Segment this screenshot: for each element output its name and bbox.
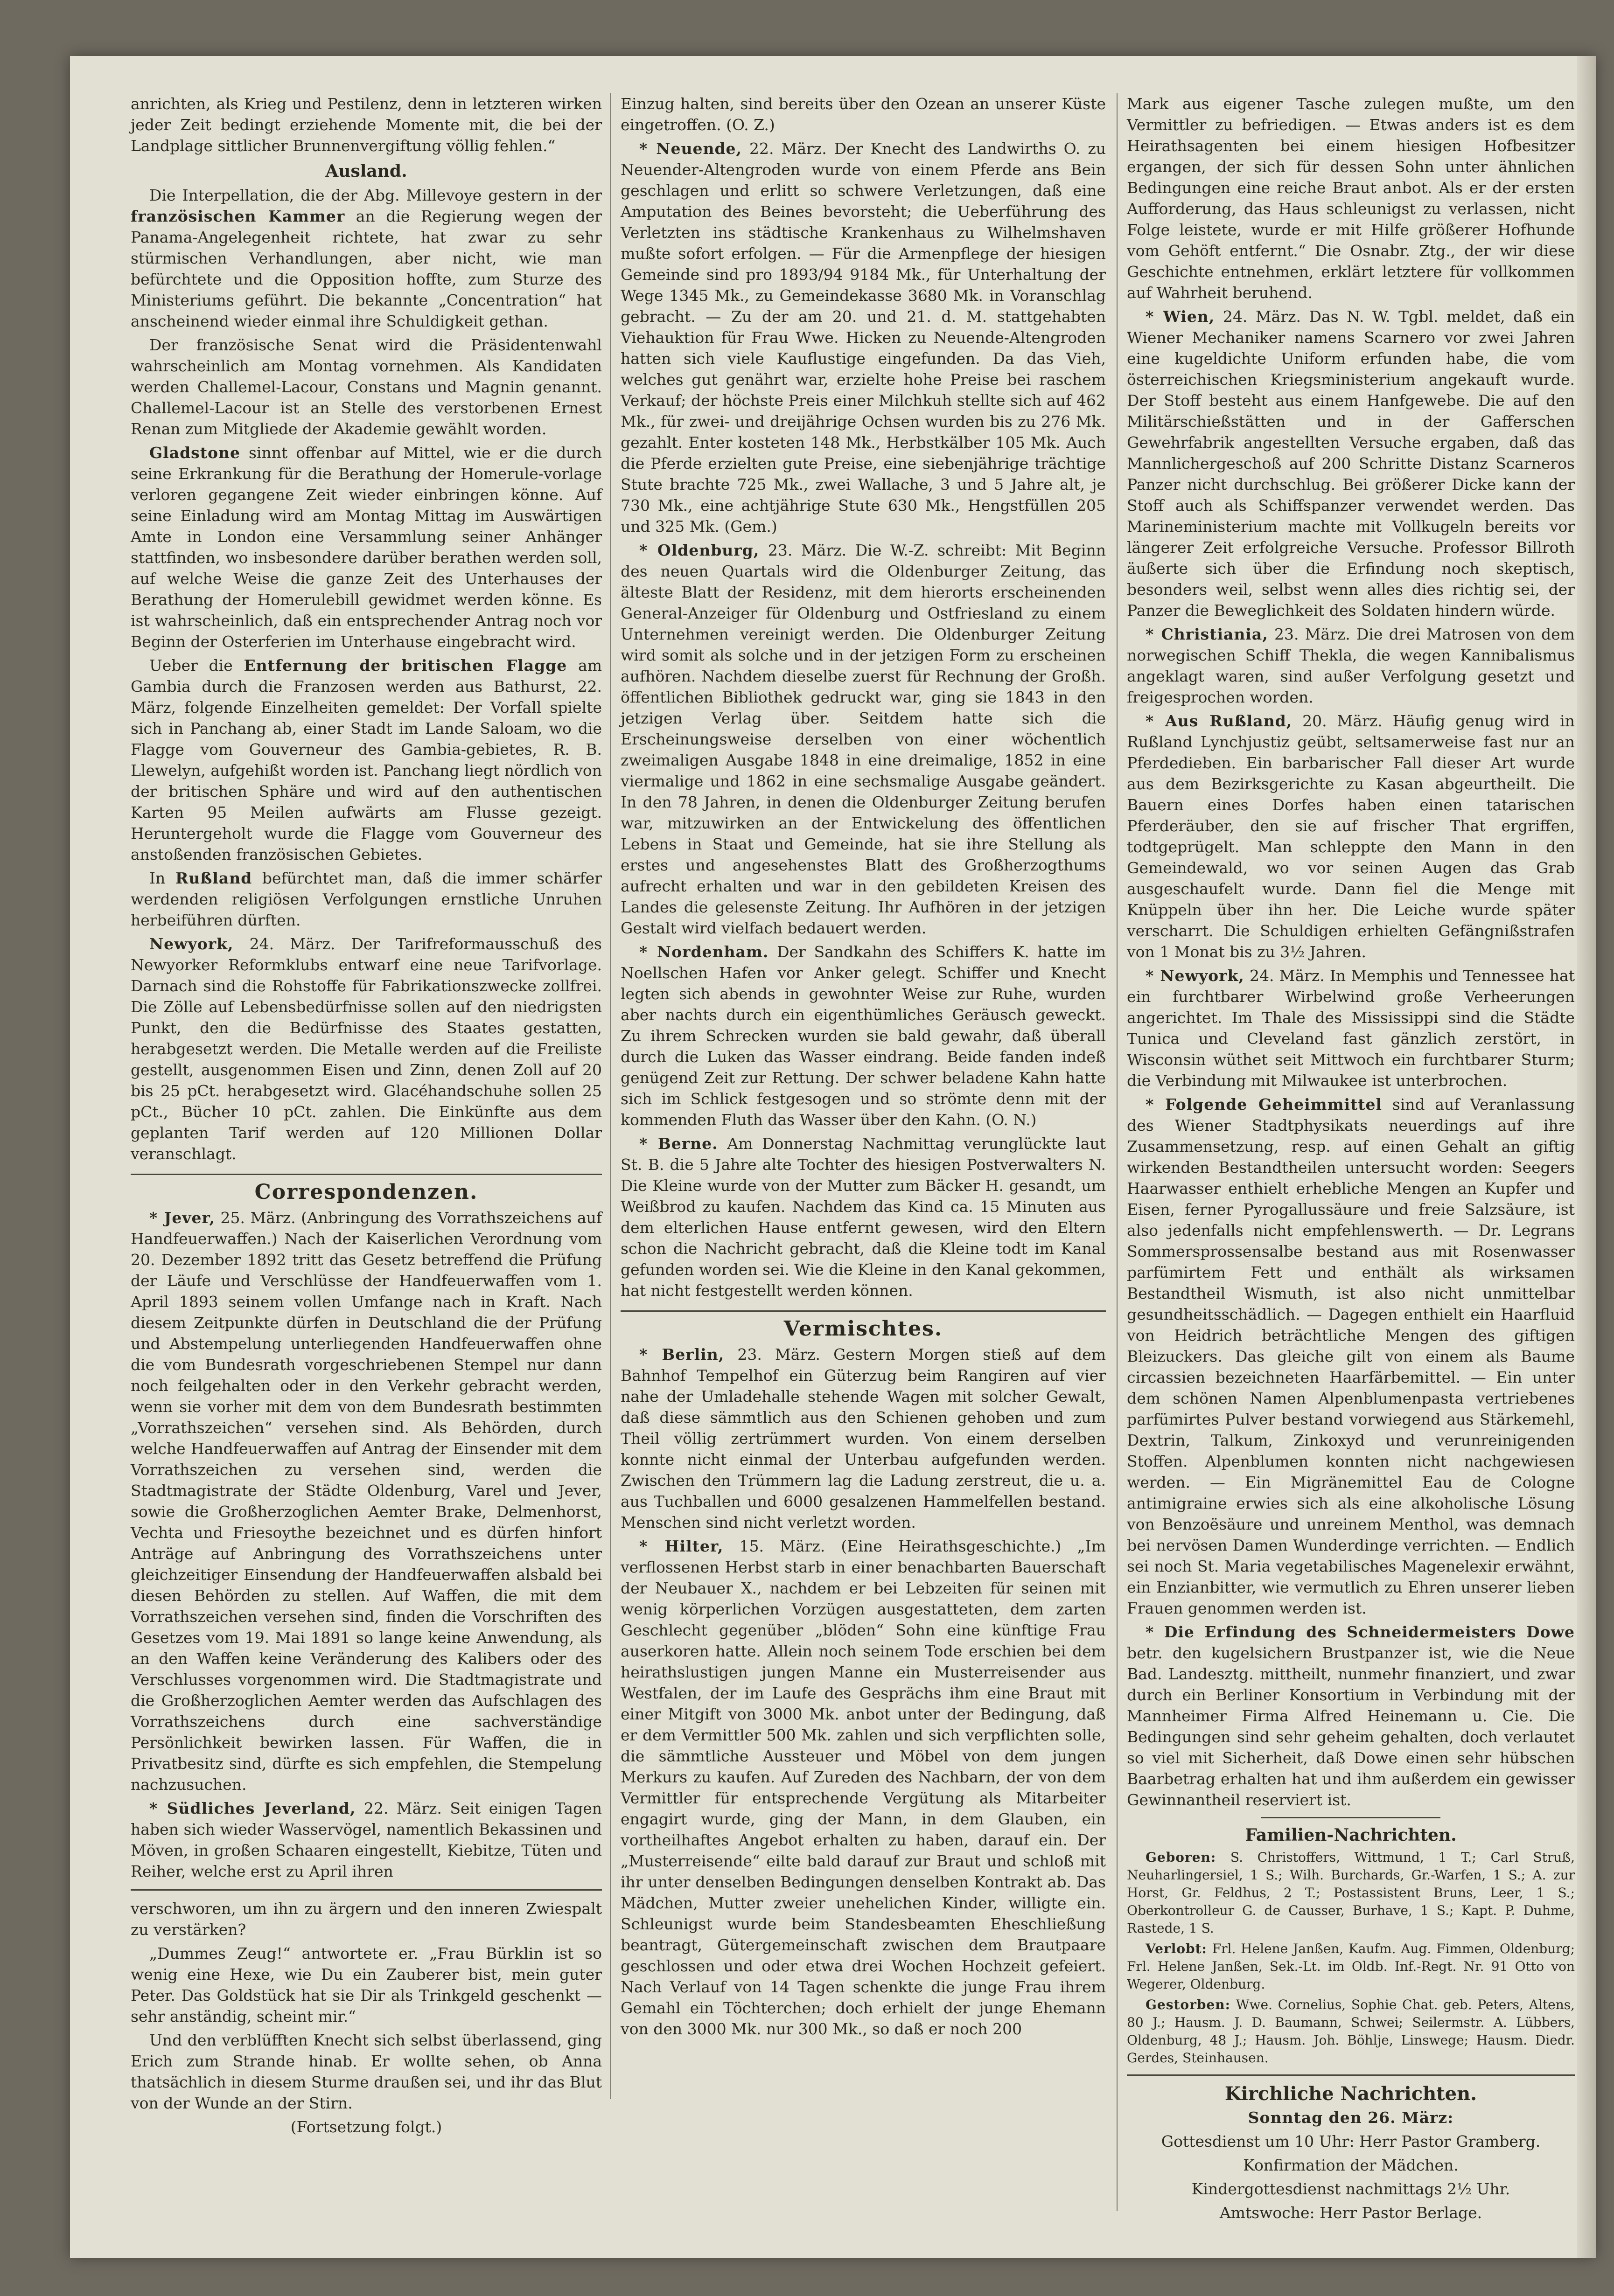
section-heading: Ausland. <box>325 161 407 181</box>
serial-paragraph: verschworen, um ihn zu ärgern und den inneren Zwiespalt zu verstärken? <box>131 1899 602 1939</box>
church-line: Kindergottesdienst nachmittags 2½ Uhr. <box>1191 2180 1510 2198</box>
column-3 <box>1127 93 1575 2226</box>
paragraph: * Die Erfindung des Schneidermeisters Dowe betr. den kugelsichern Brustpanzer ist, wie die Neue Bad. Landesztg. mittheilt, nunmehr finanziert, und zwar durch ein Berliner Konsortium in Verbindung mit der Mannheimer Firma Alfred Heinemann u. Cie. Die Bedingungen sind sehr geheim gehalten, doch verlautet so viel mit Sicherheit, daß Dowe einen sehr hübschen Baarbetrag erhalten hat und ihm außerdem ein gewisser Gewinnantheil reserviert ist. <box>1127 1623 1575 1809</box>
paragraph: * Wien, 24. März. Das N. W. Tgbl. meldet, daß ein Wiener Mechaniker namens Scarnero vor zwei Jahren eine kugeldichte Uniform erfunden habe, die vom österreichischen Kriegsministerium angekauft wurde. Der Stoff besteht aus einem Hanfgewebe. Die auf den Militärschießstätten und in der Gafferschen Gewehrfabrik angestellten Versuche ergaben, daß das Mannlichergeschoß auf 200 Schritte Distanz Scarneros Panzer nicht durchschlug. Bei größerer Dicke kann der Stoff auch als Schiffspanzer verwendet werden. Das Marineministerium machte mit Vollkugeln bereits vor längerer Zeit erfolgreiche Versuche. Professor Billroth äußerte sich über die Erfindung noch skeptisch, besonders weil, selbst wenn alles dies richtig sei, der Panzer die Beweglichkeit des Soldaten hindern würde. <box>1127 307 1575 619</box>
church-line: Konfirmation der Mädchen. <box>1243 2156 1459 2174</box>
paragraph: Mark aus eigener Tasche zulegen mußte, um den Vermittler zu befriedigen. — Etwas anders ist es dem Heirathsagenten bei einem hiesigen Hofbesitzer ergangen, der sich für dessen Sohn unter ähnlichen Bedingungen eine reiche Braut anbot. Als er der ersten Aufforderung, das Haus schleunigst zu verlassen, nicht Folge leistete, wurde er mit Hilfe größerer Hofhunde vom Gehöft entfernt.“ Die Osnabr. Ztg., der wir diese Geschichte entnehmen, erklärt letztere für vollkommen auf Wahrheit beruhend. <box>1127 95 1575 302</box>
paragraph: * Neuende, 22. März. Der Knecht des Landwirths O. zu Neuender-Altengroden wurde von einem Pferde ans Bein geschlagen und erlitt so schwere Verletzungen, daß eine Amputation des Beines bevorsteht; die Ueberführung des Verletzten ins städtische Krankenhaus zu Wilhelmshaven mußte sofort erfolgen. — Für die Armenpflege der hiesigen Gemeinde sind pro 1893/94 9184 Mk., für Unterhaltung der Wege 1345 Mk., zu Gemeindekasse 3680 Mk. in Voranschlag gebracht. — Zu der am 20. und 21. d. M. stattgehabten Viehauktion für Frau Wwe. Hicken zu Neuende-Altengroden hatten sich viele Kauflustige eingefunden. Da das Vieh, welches gut genährt war, erzielte hohe Preise bei raschem Verkauf; der höchste Preis einer Milchkuh stellte sich auf 462 Mk., für zwei- und dreijährige Ochsen wurden bis zu 276 Mk. gezahlt. Enter kosteten 148 Mk., Herbstkälber 105 Mk. Auch die Pferde erzielten gute Preise, eine siebenjährige trächtige Stute brachte 725 Mk., zwei Wallache, 3 und 5 Jahre alt, je 730 Mk., eine achtjährige Stute 630 Mk., Hengstfüllen 205 und 325 Mk. (Gem.) <box>621 139 1106 536</box>
feuilleton-divider <box>131 1889 602 1891</box>
serial-paragraph: „Dummes Zeug!“ antwortete er. „Frau Bürklin ist so wenig eine Hexe, wie Du ein Zauberer bist, mein guter Peter. Das Goldstück hat sie Dir als Trinkgeld geschenkt — sehr anständig, scheint mir.“ <box>131 1944 602 2025</box>
paragraph: * Aus Rußland, 20. März. Häufig genug wird in Rußland Lynchjustiz geübt, seltsamerweise fast nur an Pferdedieben. Ein barbarischer Fall dieser Art wurde aus dem Bezirksgerichte zu Kasan abgeurtheilt. Die Bauern eines Dorfes haben einen tatarischen Pferderäuber, den sie auf frischer That ergriffen, todtgeprügelt. Man schleppte den Mann in den Gemeindewald, wo vor seinen Augen das Grab ausgeschaufelt wurde. Dann fiel die Menge mit Knüppeln über ihn her. Die Leiche wurde später verscharrt. Die Schuldigen erhielten Gefängnißstrafen von 1 Monat bis zu 3½ Jahren. <box>1127 712 1575 961</box>
paragraph: * Newyork, 24. März. In Memphis und Tennessee hat ein furchtbarer Wirbelwind große Verheerungen angerichtet. Im Thale des Mississippi sind die Städte Tunica und Cleveland fast gänzlich zerstört, in Wisconsin wüthet seit Mittwoch ein furchtbarer Sturm; die Verbindung mit Milwaukee ist unterbrochen. <box>1127 967 1575 1090</box>
paragraph: Die Interpellation, die der Abg. Millevoye gestern in der französischen Kammer an die Regierung wegen der Panama-Angelegenheit richtete, hat zwar zu sehr stürmischen Verhandlungen, aber nicht, wie man befürchtete und die Opposition hoffte, zum Sturze des Ministeriums geführt. Die bekannte „Concentration“ hat anscheinend wieder einmal ihre Schuldigkeit gethan. <box>131 186 602 330</box>
paragraph: Gladstone sinnt offenbar auf Mittel, wie er die durch seine Erkrankung für die Berathung der Homerule-vorlage verloren gegangene Zeit wieder einbringen könne. Auf seine Einladung wird am Montag Mittag im Auswärtigen Amte in London eine Versammlung seiner Anhänger stattfinden, wo insbesondere darüber berathen werden soll, auf welche Weise die ganze Zeit des Unterhauses der Berathung der Homerulebill gewidmet werden könne. Es ist wahrscheinlich, daß ein entsprechender Antrag noch vor Beginn der Osterferien im Unterhause eingebracht wird. <box>131 444 602 651</box>
paragraph: Ueber die Entfernung der britischen Flagge am Gambia durch die Franzosen werden aus Bathurst, 22. März, folgende Einzelheiten gemeldet: Der Vorfall spielte sich in Panchang ab, einer Stadt im Lande Saloam, wo die Flagge vom Gouverneur des Gambia-gebietes, R. B. Llewelyn, aufgehißt worden ist. Panchang liegt nördlich von der britischen Sphäre und wird auf den authentischen Karten 95 Meilen aufwärts am Flusse gezeigt. Heruntergeholt wurde die Flagge vom Gouverneur des anstoßenden französischen Gebietes. <box>131 656 602 863</box>
section-title-correspondenzen: Correspondenzen. <box>131 1174 602 1203</box>
paragraph: * Jever, 25. März. (Anbringung des Vorrathszeichens auf Handfeuerwaffen.) Nach der Kaiserlichen Verordnung vom 20. Dezember 1892 tritt das Gesetz betreffend die Prüfung der Läufe und Verschlüsse der Handfeuerwaffen vom 1. April 1893 seinem vollen Umfange nach in Kraft. Nach diesem Zeitpunkte dürfen in Deutschland die der Prüfung und Abstempelung unterliegenden Handfeuerwaffen ohne die vom Bundesrath vorgeschriebenen Stempel nur dann noch feilgehalten oder in den Verkehr gebracht werden, wenn sie vorher mit dem von dem Bundesrath bestimmten „Vorrathszeichen“ versehen sind. Als Behörden, durch welche Handfeuerwaffen auf Antrag der Einsender mit dem Vorrathszeichen zu versehen sind, werden die Stadtmagistrate der Städte Oldenburg, Varel und Jever, sowie die Großherzoglichen Aemter Brake, Delmenhorst, Vechta und Friesoythe bezeichnet und es dürfen hinfort Anträge auf Anbringung des Vorrathszeichens unter gleichzeitiger Einsendung der Handfeuerwaffen alsbald bei diesen Behörden zu stellen. Auf Waffen, die mit dem Vorrathszeichen versehen sind, finden die Vorschriften des Gesetzes vom 19. Mai 1891 so lange keine Anwendung, als an den Waffen keine Veränderung des Kalibers oder des Verschlusses vorgenommen wird. Die Stadtmagistrate und die Großherzoglichen Aemter werden das Aufschlagen des Vorrathszeichens durch eine sachverständige Persönlichkeit bewirken lassen. Für Waffen, die in Privatbesitz sind, dürfte es sich empfehlen, die Stempelung nachzusuchen. <box>131 1209 602 1794</box>
family-notice: Verlobt: Frl. Helene Janßen, Kaufm. Aug. Fimmen, Oldenburg; Frl. Helene Janßen, Sek.-Lt. im Oldb. Inf.-Regt. Nr. 91 Otto von Wegerer, Oldenburg. <box>1127 1941 1575 1992</box>
section-title-kirchliche: Kirchliche Nachrichten. <box>1224 2083 1477 2105</box>
paragraph: * Christiania, 23. März. Die drei Matrosen von dem norwegischen Schiff Thekla, die wegen Kannibalismus angeklagt waren, sind außer Verfolgung gesetzt und freigesprochen worden. <box>1127 625 1575 706</box>
section-title-vermischtes: Vermischtes. <box>621 1310 1106 1339</box>
serial-continuation: (Fortsetzung folgt.) <box>290 2118 442 2136</box>
divider <box>1127 2074 1575 2076</box>
family-notice: Gestorben: Wwe. Cornelius, Sophie Chat. geb. Peters, Altens, 80 J.; Hausm. J. D. Baumann, Schwei; Seilermstr. A. Lübbers, Oldenburg, 48 J.; Hausm. Joh. Böhlje, Linswege; Hausm. Diedr. Gerdes, Steinhausen. <box>1127 1997 1575 2066</box>
paragraph: Newyork, 24. März. Der Tarifreformausschuß des Newyorker Reformklubs entwarf eine neue Tarifvorlage. Darnach sind die Rohstoffe für Fabrikationszwecke zollfrei. Die Zölle auf Lebensbedürfnisse sollen auf den niedrigsten Punkt, den die Bedürfnisse des Staates gestatten, herabgesetzt werden. Die Metalle werden auf die Freiliste gestellt, ausgenommen Eisen und Zinn, denen Zoll auf 20 bis 25 pCt. herabgesetzt wird. Glacéhandschuhe sollen 25 pCt., Bücher 10 pCt. zahlen. Die Einkünfte aus dem geplanten Tarif werden auf 120 Millionen Dollar veranschlagt. <box>131 935 602 1163</box>
church-date: Sonntag den 26. März: <box>1248 2108 1454 2127</box>
section-title-familien: Familien-Nachrichten. <box>1245 1825 1457 1845</box>
serial-paragraph: Und den verblüfften Knecht sich selbst überlassend, ging Erich zum Strande hinab. Er wollte sehen, ob Anna thatsächlich in diesem Sturme draußen sei, und ihr das Blut von der Wunde an der Stirn. <box>131 2031 602 2112</box>
column-rule <box>610 93 611 2099</box>
divider <box>1261 1817 1440 1818</box>
column-2 <box>621 93 1106 2042</box>
page-edge <box>1577 56 1596 2258</box>
paragraph: * Südliches Jeverland, 22. März. Seit einigen Tagen haben sich wieder Wasservögel, namentlich Bekassinen und Möven, in großen Schaaren eingestellt, Kiebitze, Tüten und Reiher, welche erst zu April ihren <box>131 1799 602 1880</box>
paragraph: In Rußland befürchtet man, daß die immer schärfer werdenden religiösen Verfolgungen ernstliche Unruhen herbeiführen dürften. <box>131 869 602 929</box>
paragraph: anrichten, als Krieg und Pestilenz, denn in letzteren wirken jeder Zeit bedingt erziehende Momente mit, die bei der Landplage sittlicher Brunnenvergiftung völlig fehlen.“ <box>131 95 602 155</box>
paragraph: * Hilter, 15. März. (Eine Heirathsgeschichte.) „Im verflossenen Herbst starb in einer benachbarten Bauerschaft der Neubauer X., nachdem er bei Lebzeiten für seinen mit wenig körperlichen Vorzügen ausgestatteten, dem zarten Geschlecht gegenüber „blöden“ Sohn eine künftige Frau auserkoren hatte. Allein noch seinem Tode erschien bei dem heirathslustigen jungen Manne ein Musterreisender aus Westfalen, der im Laufe des Gesprächs ihm eine Braut mit einer Mitgift von 3000 Mk. anbot unter der Bedingung, daß er dem Vermittler 500 Mk. zahlen und sich verpflichten solle, die sämmtliche Aussteuer und Möbel von dem jungen Merkurs zu kaufen. Auf Zureden des Nachbarn, der von dem Vermittler für entsprechende Vergütung als Mitarbeiter engagirt wurde, ging der Mann, in dem Glauben, ein vortheilhaftes Angebot erhalten zu haben, darauf ein. Der „Musterreisende“ eilte bald darauf zur Braut und schloß mit ihr unter denselben Bedingungen denselben Kontrakt ab. Das Mädchen, Mutter zweier unehelichen Kinder, willigte ein. Schleunigst wurde beim Standesbeamten Eheschließung beantragt, Gütergemeinschaft zwischen dem Brautpaare geschlossen und oder etwa drei Wochen Hochzeit gefeiert. Nach Verlauf von 14 Tagen schenkte die junge Frau ihrem Gemahl ein Töchterchen; doch erhielt der junge Ehemann von den 3000 Mk. nur 300 Mk., so daß er noch 200 <box>621 1537 1106 2038</box>
church-line: Amtswoche: Herr Pastor Berlage. <box>1219 2204 1482 2222</box>
newspaper-page <box>70 56 1596 2258</box>
column-rule <box>1117 93 1118 2211</box>
paragraph: * Berlin, 23. März. Gestern Morgen stieß auf dem Bahnhof Tempelhof ein Güterzug beim Rangiren auf vier nahe der Umladehalle stehende Wagen mit solcher Gewalt, daß diese sämmtlich aus den Schienen gehoben und zum Theil völlig zertrümmert wurden. Von einem derselben konnte nicht einmal der Unterbau aufgefunden werden. Zwischen den Trümmern lag die Ladung zerstreut, die u. a. aus Tuchballen und 6000 gesalzenen Hammelfellen bestand. Menschen sind nicht verletzt worden. <box>621 1345 1106 1531</box>
column-1 <box>131 93 602 2140</box>
paragraph: Einzug halten, sind bereits über den Ozean an unserer Küste eingetroffen. (O. Z.) <box>621 95 1106 134</box>
church-line: Gottesdienst um 10 Uhr: Herr Pastor Gramberg. <box>1161 2132 1541 2150</box>
paragraph: * Oldenburg, 23. März. Die W.-Z. schreibt: Mit Beginn des neuen Quartals wird die Oldenburger Zeitung, das älteste Blatt der Residenz, mit dem hierorts erscheinenden General-Anzeiger für Oldenburg und Ostfriesland zu einem Unternehmen vereinigt werden. Die Oldenburger Zeitung wird somit als solche und in der jetzigen Form zu erscheinen aufhören. Nachdem dieselbe zuerst für Rechnung der Großh. öffentlichen Bibliothek gedruckt war, ging sie 1843 in den jetzigen Verlag über. Seitdem hatte sich die Erscheinungsweise derselben von einer wöchentlich zweimaligen Ausgabe 1848 in eine dreimalige, 1852 in eine viermalige und 1862 in eine sechsmalige Ausgabe geändert. In den 78 Jahren, in denen die Oldenburger Zeitung berufen war, mitzuwirken an der Entwickelung des öffentlichen Lebens in Staat und Gemeinde, hat sie ihre Stellung als erstes und angesehenstes Blatt des Großherzogthums aufrecht erhalten und war in den gebildeten Kreisen des Landes die gelesenste Zeitung. Ihr Aufhören in der jetzigen Gestalt wird vielfach bedauert werden. <box>621 541 1106 937</box>
paragraph: * Berne. Am Donnerstag Nachmittag verunglückte laut St. B. die 5 Jahre alte Tochter des hiesigen Postverwalters N. Die Kleine wurde von der Mutter zum Bäcker H. gesandt, um Weißbrod zu kaufen. Nachdem das Kind ca. 15 Minuten aus dem elterlichen Hause entfernt gewesen, wird den Eltern schon die Nachricht gebracht, daß die Kleine todt im Kanal gefunden worden sei. Wie die Kleine in den Kanal gekommen, hat nicht festgestellt werden können. <box>621 1134 1106 1300</box>
paragraph: * Nordenham. Der Sandkahn des Schiffers K. hatte im Noellschen Hafen vor Anker gelegt. Schiffer und Knecht legten sich abends in gewohnter Weise zur Ruhe, wurden aber nachts durch ein eigenthümliches Geräusch geweckt. Zu ihrem Schrecken wurden sie bald gewahr, daß überall durch die Luken das Wasser eindrang. Beide fanden indeß genügend Zeit zur Rettung. Der schwer beladene Kahn hatte sich im Schlick festgesogen und so strömte denn mit der kommenden Fluth das Wasser über den Kahn. (O. N.) <box>621 943 1106 1129</box>
paragraph: Der französische Senat wird die Präsidentenwahl wahrscheinlich am Montag vornehmen. Als Kandidaten werden Challemel-Lacour, Constans und Magnin genannt. Challemel-Lacour ist an Stelle des verstorbenen Ernest Renan zum Mitgliede der Akademie gewählt worden. <box>131 336 602 438</box>
family-notice: Geboren: S. Christoffers, Wittmund, 1 T.; Carl Struß, Neuharlingersiel, 1 S.; Wilh. Burchards, Gr.-Warfen, 1 S.; A. zur Horst, Gr. Feldhus, 2 T.; Postassistent Bruns, Leer, 1 S.; Oberkontrolleur G. de Causser, Burhave, 1 S.; Kapt. P. Duhme, Rastede, 1 S. <box>1127 1850 1575 1936</box>
paragraph: * Folgende Geheimmittel sind auf Veranlassung des Wiener Stadtphysikats neuerdings auf ihre Zusammensetzung, resp. auf einen Gehalt an giftig wirkenden Bestandtheilen untersucht worden: Seegers Haarwasser enthielt erhebliche Mengen an Kupfer und Eisen, ferner Pyrogallussäure und freie Salzsäure, ist also jedenfalls nicht empfehlenswerth. — Dr. Legrans Sommersprossensalbe bestand aus mit Rosenwasser parfümirtem Fett und enthält als wirksamen Bestandtheil Wismuth, ist also nicht unmittelbar gesundheitsschädlich. — Dagegen enthielt ein Haarfluid von Heidrich beträchtliche Mengen des giftigen Bleizuckers. Das gleiche gilt von einem als Baume circassien bezeichneten Haarfärbemittel. — Ein unter dem schönen Namen Alpenblumenpasta vertriebenes parfümirtes Pulver bestand vorwiegend aus Stärkemehl, Dextrin, Talkum, Zinkoxyd und verunreinigenden Stoffen. Alpenblumen konnten nicht nachgewiesen werden. — Ein Migränemittel Eau de Cologne antimigraine erwies sich als eine alkoholische Lösung von Benzoësäure und unreinem Menthol, was demnach bei nervösen Damen Wunderdinge verrichten. — Endlich sei noch St. Maria vegetabilisches Magenelexir erwähnt, ein Enzianbitter, wie vermutlich zu Ehren unserer lieben Frauen genommen werden ist. <box>1127 1095 1575 1617</box>
